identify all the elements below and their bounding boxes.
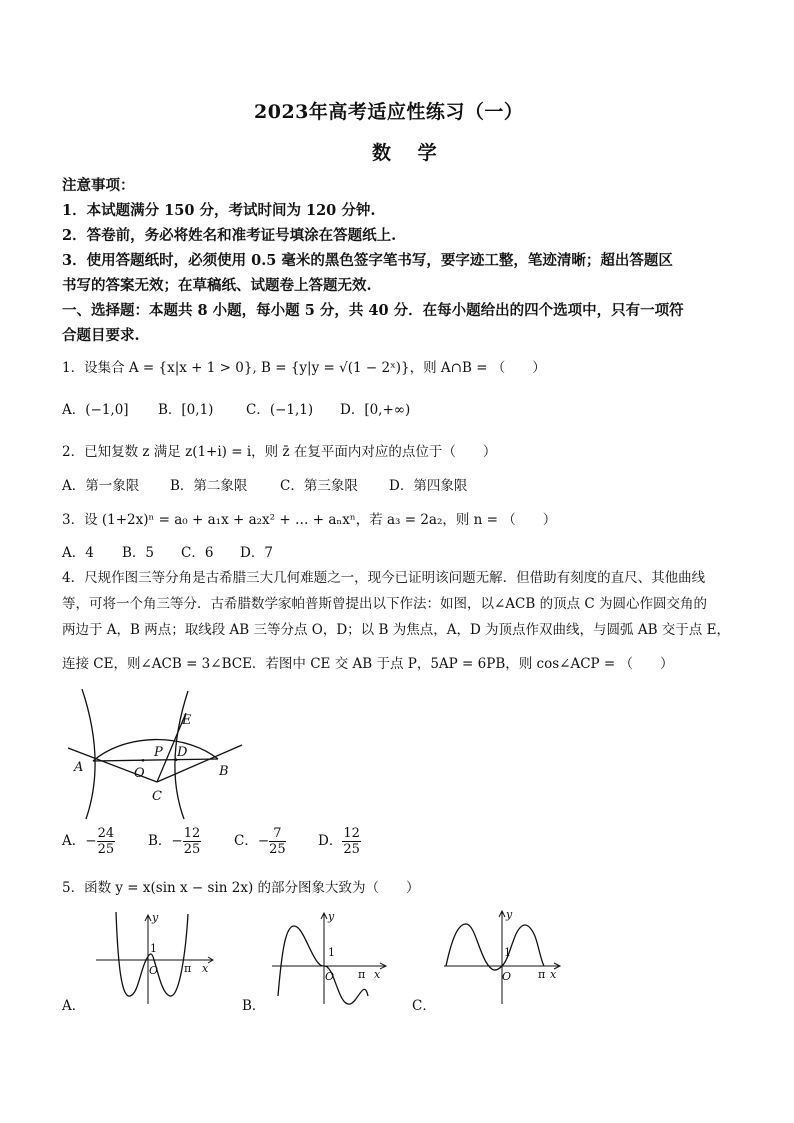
notice-item-1: 1．本试题满分 150 分，考试时间为 120 分钟.: [62, 202, 376, 219]
svg-text:y: y: [506, 908, 513, 921]
notice-item-3: 3．使用答题纸时，必须使用 0.5 毫米的黑色签字笔书写，要字迹工整，笔迹清晰；超出答题区: [62, 252, 673, 269]
svg-text:1: 1: [150, 942, 157, 955]
q4-line-3: 两边于 A，B 两点；取线段 AB 三等分点 O，D；以 B 为焦点，A，D 为顶点作双曲线，与圆弧 AB 交于点 E，: [62, 622, 730, 638]
q5-option-c: C．: [412, 998, 436, 1014]
q2-option-b: B．第二象限: [170, 478, 248, 494]
svg-text:x: x: [550, 968, 557, 981]
svg-text:x: x: [374, 968, 381, 981]
q3-option-b: B．5: [122, 545, 155, 561]
q1-option-a: A．(−1,0]: [62, 402, 129, 418]
q4-option-d: D． $\frac{12}{25}$: [318, 826, 360, 857]
q2-option-c: C．第三象限: [280, 478, 358, 494]
q3-option-a: A．4: [62, 545, 94, 561]
q4-line-1: 4．尺规作图三等分角是古希腊三大几何难题之一，现今已证明该问题无解．但借助有刻度的直尺、其他曲线: [62, 570, 706, 586]
section-heading: 一、选择题：本题共 8 小题，每小题 5 分，共 40 分．在每小题给出的四个选项中，只有一项符: [62, 302, 684, 319]
q4-option-b: B．− $\frac{12}{25}$: [148, 826, 201, 857]
section-heading-cont: 合题目要求.: [62, 327, 140, 344]
q4-line-4: 连接 CE，则∠ACB = 3∠BCE．若图中 CE 交 AB 于点 P，5AP = 6PB，则 cos∠ACP = （ ）: [62, 656, 674, 672]
q1-option-c: C．(−1,1): [246, 402, 314, 418]
svg-text:1: 1: [504, 946, 511, 959]
q5-option-a: A．: [62, 998, 86, 1014]
svg-text:O: O: [325, 970, 335, 983]
q4-line-2: 等，可将一个角三等分．古希腊数学家帕普斯曾提出以下作法：如图，以∠ACB 的顶点 C 为圆心作圆交角的: [62, 596, 708, 612]
notice-item-3-cont: 书写的答案无效；在草稿纸、试题卷上答题无效.: [62, 277, 372, 294]
svg-text:y: y: [152, 911, 159, 924]
q5-graph-c: [440, 908, 568, 1006]
label-p: P: [154, 745, 163, 760]
q5-stem: 5．函数 y = x(sin x − sin 2x) 的部分图象大致为（ ）: [62, 880, 420, 896]
q1-option-d: D．[0,+∞): [340, 402, 411, 418]
q2-option-a: A．第一象限: [62, 478, 140, 494]
label-c: C: [152, 789, 162, 804]
svg-text:π: π: [184, 962, 192, 975]
q2-stem: 2．已知复数 z 满足 z(1+i) = i，则 z̄ 在复平面内对应的点位于（ ）: [62, 444, 497, 460]
q1-option-b: B．[0,1): [158, 402, 214, 418]
q5-graph-b: [268, 908, 396, 1006]
svg-text:O: O: [502, 970, 512, 983]
svg-text:1: 1: [328, 946, 335, 959]
q4-option-c: C．− $\frac{7}{25}$: [234, 826, 286, 857]
svg-text:O: O: [149, 964, 159, 977]
svg-text:π: π: [538, 968, 546, 981]
q1-stem: 1．设集合 A = {x|x + 1 > 0}, B = {y|y = √(1 − 2ˣ)}，则 A∩B = （ ）: [62, 360, 546, 376]
label-a: A: [74, 760, 84, 775]
notice-heading: 注意事项：: [62, 177, 135, 194]
q4-option-a: A．− $\frac{24}{25}$: [62, 826, 115, 857]
label-o: O: [134, 766, 145, 781]
q2-option-d: D．第四象限: [389, 478, 468, 494]
q5-option-b: B．: [242, 998, 266, 1014]
q3-option-c: C．6: [181, 545, 214, 561]
svg-text:x: x: [202, 962, 209, 975]
page-title: 2023年高考适应性练习（一）: [254, 101, 524, 123]
label-b: B: [219, 764, 229, 779]
svg-text:π: π: [358, 968, 366, 981]
q4-figure: [60, 685, 250, 823]
label-d: D: [177, 745, 188, 760]
notice-item-2: 2．答卷前，务必将姓名和准考证号填涂在答题纸上.: [62, 227, 397, 244]
q5-graph-a: [92, 908, 220, 1006]
q3-option-d: D．7: [240, 545, 273, 561]
label-e: E: [182, 713, 192, 728]
q3-stem: 3．设 (1+2x)ⁿ = a₀ + a₁x + a₂x² + … + aₙxⁿ，若 a₃ = 2a₂，则 n = （ ）: [62, 512, 557, 528]
subject-title: 数 学: [372, 142, 447, 164]
svg-text:y: y: [328, 910, 335, 923]
